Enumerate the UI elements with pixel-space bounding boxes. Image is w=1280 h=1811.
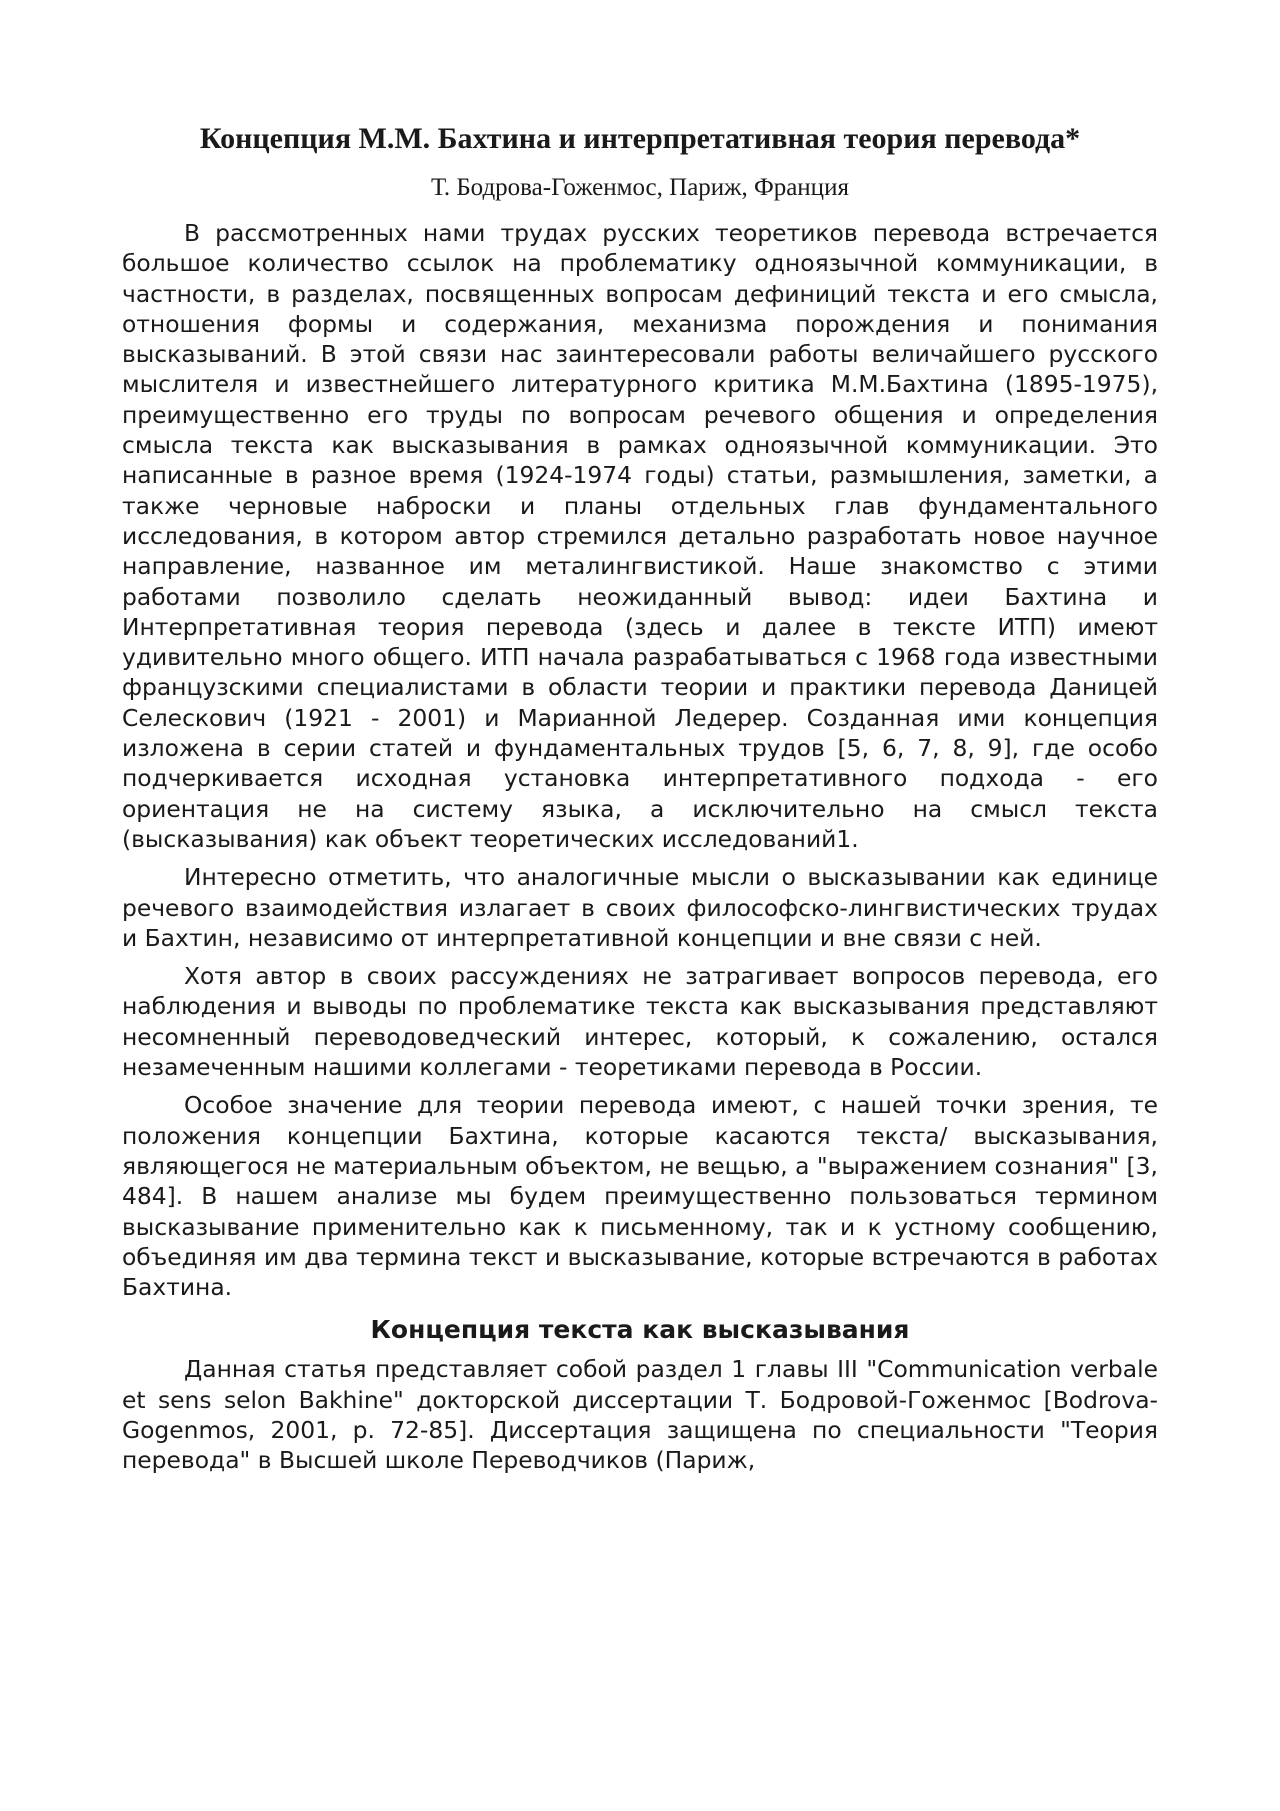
footnote-paragraph: Данная статья представляет собой раздел 1 главы III "Communication verbale et sens selon Bakhine" докторской диссертации Т. Бодровой-Гоженмос [Bodrova-Gogenmos, 2001, p. 72-85]. Диссертация защищена по специальности "Теория перевода" в Высшей школе Переводчиков (Париж, [122, 1355, 1158, 1475]
document-title: Концепция М.М. Бахтина и интерпретативная теория перевода* [199, 122, 1081, 155]
paragraph-1: В рассмотренных нами трудах русских теоретиков перевода встречается большое количество ссылок на проблематику одноязычной коммуникации, в частности, в разделах, посвященных вопросам дефиниций текста и его смысла, отношения формы и содержания, механизма порождения и понимания высказываний. В этой связи нас заинтересовали работы величайшего русского мыслителя и известнейшего литературного критика М.М.Бахтина (1895-1975), преимущественно его труды по вопросам речевого общения и определения смысла текста как высказывания в рамках одноязычной коммуникации. Это написанные в разное время (1924-1974 годы) статьи, размышления, заметки, а также черновые наброски и планы отдельных глав фундаментального исследования, в котором автор стремился детально разработать новое научное направление, названное им металингвистикой. Наше знакомство с этими работами позволило сделать неожиданный вывод: идеи Бахтина и Интерпретативная теория перевода (здесь и далее в тексте ИТП) имеют удивительно много общего. ИТП начала разрабатываться с 1968 года известными французскими специалистами в области теории и практики перевода Даницей Селескович (1921 - 2001) и Марианной Ледерер. Созданная ими концепция изложена в серии статей и фундаментальных трудов [5, 6, 7, 8, 9], где особо подчеркивается исходная установка интерпретативного подхода - его ориентация не на систему языка, а исключительно на смысл текста (высказывания) как объект теоретических исследований1. [122, 219, 1158, 853]
paragraph-3: Хотя автор в своих рассуждениях не затрагивает вопросов перевода, его наблюдения и выводы по проблематике текста как высказывания представляют несомненный переводоведческий интерес, который, к сожалению, остался незамеченным нашими коллегами - теоретиками перевода в России. [122, 962, 1158, 1082]
author-line: Т. Бодрова-Гоженмос, Париж, Франция [431, 174, 849, 201]
article-body [122, 218, 1158, 1484]
paragraph-2: Интересно отметить, что аналогичные мысли о высказывании как единице речевого взаимодействия излагает в своих философско-лингвистических трудах и Бахтин, независимо от интерпретативной концепции и вне связи с ней. [122, 863, 1158, 952]
paragraph-4: Особое значение для теории перевода имеют, с нашей точки зрения, те положения концепции Бахтина, которые касаются текста/ высказывания, являющегося не материальным объектом, не вещью, а "выражением сознания" [3, 484]. В нашем анализе мы будем преимущественно пользоваться термином высказывание применительно как к письменному, так и к устному сообщению, объединяя им два термина текст и высказывание, которые встречаются в работах Бахтина. [122, 1091, 1158, 1302]
section-heading: Концепция текста как высказывания [370, 1315, 910, 1345]
